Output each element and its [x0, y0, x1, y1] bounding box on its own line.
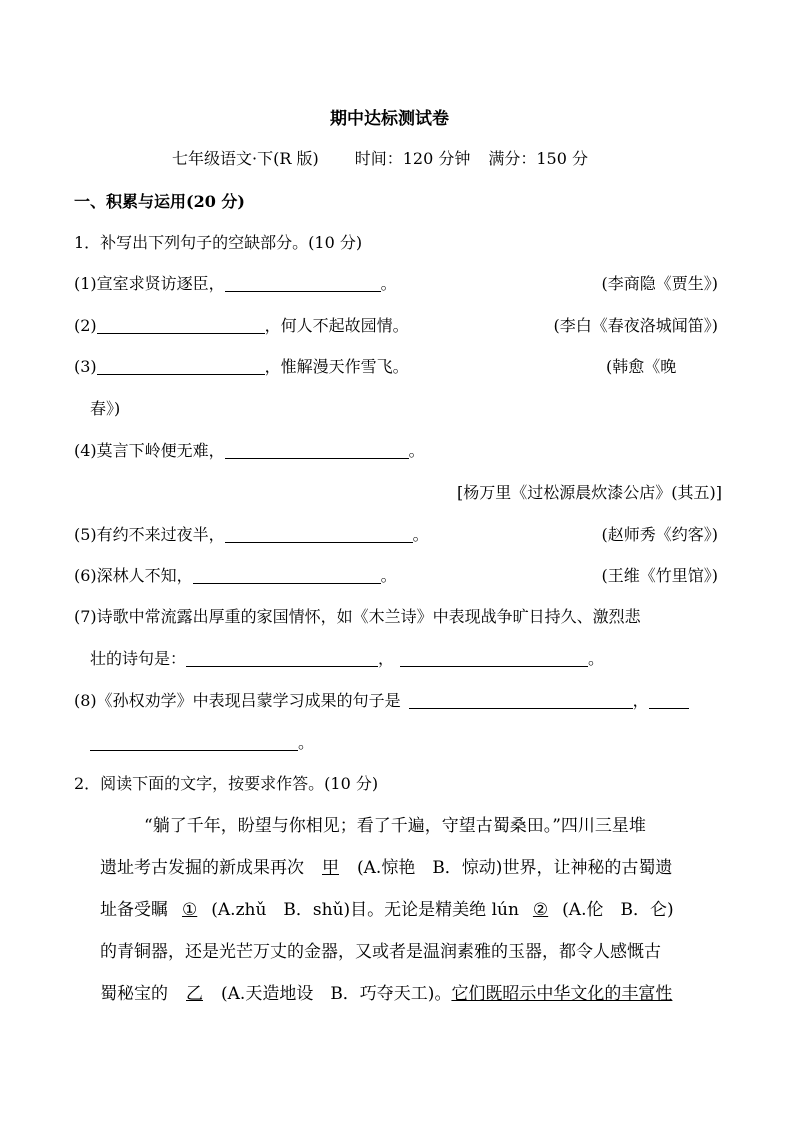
q1-item-6-end: 。: [380, 566, 397, 585]
q1-item-7: (7)诗歌中常流露出厚重的家国情怀，如《木兰诗》中表现战争旷日持久、激烈悲: [74, 607, 641, 626]
q1-item-6-text: (6)深林人不知，: [74, 566, 193, 585]
answer-blank[interactable]: [649, 692, 689, 709]
passage-text: 址备受瞩: [100, 900, 168, 920]
q1-item-3-text: ，惟解漫天作雪飞。: [264, 357, 409, 376]
q1-item-8: [74, 690, 689, 712]
q1-item-3: [74, 356, 409, 378]
passage-text: (A.zhǔ B．shǔ)目。无论是精美绝 lún: [211, 900, 519, 920]
q1-item-5-text: (5)有约不来过夜半，: [74, 525, 225, 544]
q1-item-3-source: (韩愈《晚: [606, 357, 677, 376]
passage-text: 蜀秘宝的: [100, 984, 168, 1004]
q1-item-1-text: (1)宣室求贤访逐臣，: [74, 274, 225, 293]
underlined-sentence: 它们既昭示中华文化的丰富性: [451, 984, 673, 1004]
passage-line-3: [100, 899, 674, 921]
q1-item-6-source: (王维《竹里馆》): [601, 566, 718, 585]
q1-item-7-comma: ，: [378, 649, 395, 668]
answer-blank[interactable]: [225, 275, 381, 292]
passage-line-4: 的青铜器，还是光芒万丈的金器，又或者是温润素雅的玉器，都令人感慨古: [100, 942, 661, 962]
passage-text: (A.伦 B．仑): [562, 900, 674, 920]
q1-item-1-end: 。: [380, 274, 397, 293]
grade-label: 七年级语文·下(R 版): [172, 149, 319, 168]
q1-item-8-end: 。: [298, 733, 315, 752]
answer-blank[interactable]: [193, 567, 381, 584]
passage-text: 遗址考古发掘的新成果再次: [100, 858, 304, 878]
q1-item-4-source: [杨万里《过松源晨炊漆公店》(其五)]: [457, 483, 722, 502]
passage-line-5: [100, 983, 672, 1005]
passage-line-1: “躺了千年，盼望与你相见；看了千遍，守望古蜀桑田。”四川三星堆: [144, 816, 646, 836]
answer-blank[interactable]: [400, 650, 588, 667]
passage-text: (A.天造地设 B．巧夺天工)。: [221, 984, 452, 1004]
q1-item-1-source: (李商隐《贾生》): [601, 274, 718, 293]
q1-item-8-cont: [90, 732, 314, 754]
answer-blank[interactable]: [186, 650, 378, 667]
answer-blank[interactable]: [97, 358, 265, 375]
q1-item-5: [74, 524, 429, 546]
time-label: 时间：120 分钟: [354, 149, 471, 168]
q1-item-4-end: 。: [408, 441, 425, 460]
q1-item-3-source-cont: 春》): [90, 399, 121, 418]
q1-item-2-num: (2): [74, 316, 97, 335]
q1-item-1: [74, 273, 397, 295]
passage-text: (A.惊艳 B．惊动)世界，让神秘的古蜀遗: [357, 858, 673, 878]
q1-item-7-cont-text: 壮的诗句是：: [90, 649, 187, 668]
score-label: 满分：150 分: [488, 149, 588, 168]
q1-item-3-num: (3): [74, 357, 97, 376]
question-1-stem: 1．补写出下列句子的空缺部分。(10 分): [74, 233, 363, 252]
q1-item-7-cont: [90, 648, 604, 670]
blank-mark-1[interactable]: ①: [182, 900, 198, 920]
q1-item-4-text: (4)莫言下岭便无难，: [74, 441, 225, 460]
blank-mark-jia[interactable]: 甲: [322, 858, 339, 878]
q1-item-8-text: (8)《孙权劝学》中表现吕蒙学习成果的句子是: [74, 691, 401, 710]
q1-item-8-comma: ，: [632, 691, 649, 710]
q1-item-6: [74, 565, 397, 587]
answer-blank[interactable]: [90, 734, 298, 751]
answer-blank[interactable]: [97, 317, 265, 334]
q1-item-2: [74, 315, 409, 337]
answer-blank[interactable]: [225, 442, 409, 459]
passage-line-2: [100, 857, 672, 879]
exam-subtitle: [172, 148, 588, 170]
q1-item-2-text: ，何人不起故园情。: [264, 316, 409, 335]
question-2-stem: 2．阅读下面的文字，按要求作答。(10 分): [74, 774, 379, 793]
q1-item-7-end: 。: [588, 649, 605, 668]
exam-title: 期中达标测试卷: [330, 109, 449, 129]
q1-item-5-end: 。: [412, 525, 429, 544]
q1-item-4: [74, 440, 425, 462]
answer-blank[interactable]: [409, 692, 633, 709]
q1-item-5-source: (赵师秀《约客》): [601, 525, 718, 544]
q1-item-2-source: (李白《春夜洛城闻笛》): [553, 316, 718, 335]
blank-mark-2[interactable]: ②: [532, 900, 549, 920]
section-heading: 一、积累与运用(20 分): [74, 192, 245, 211]
answer-blank[interactable]: [225, 526, 413, 543]
blank-mark-yi[interactable]: 乙: [186, 984, 203, 1004]
